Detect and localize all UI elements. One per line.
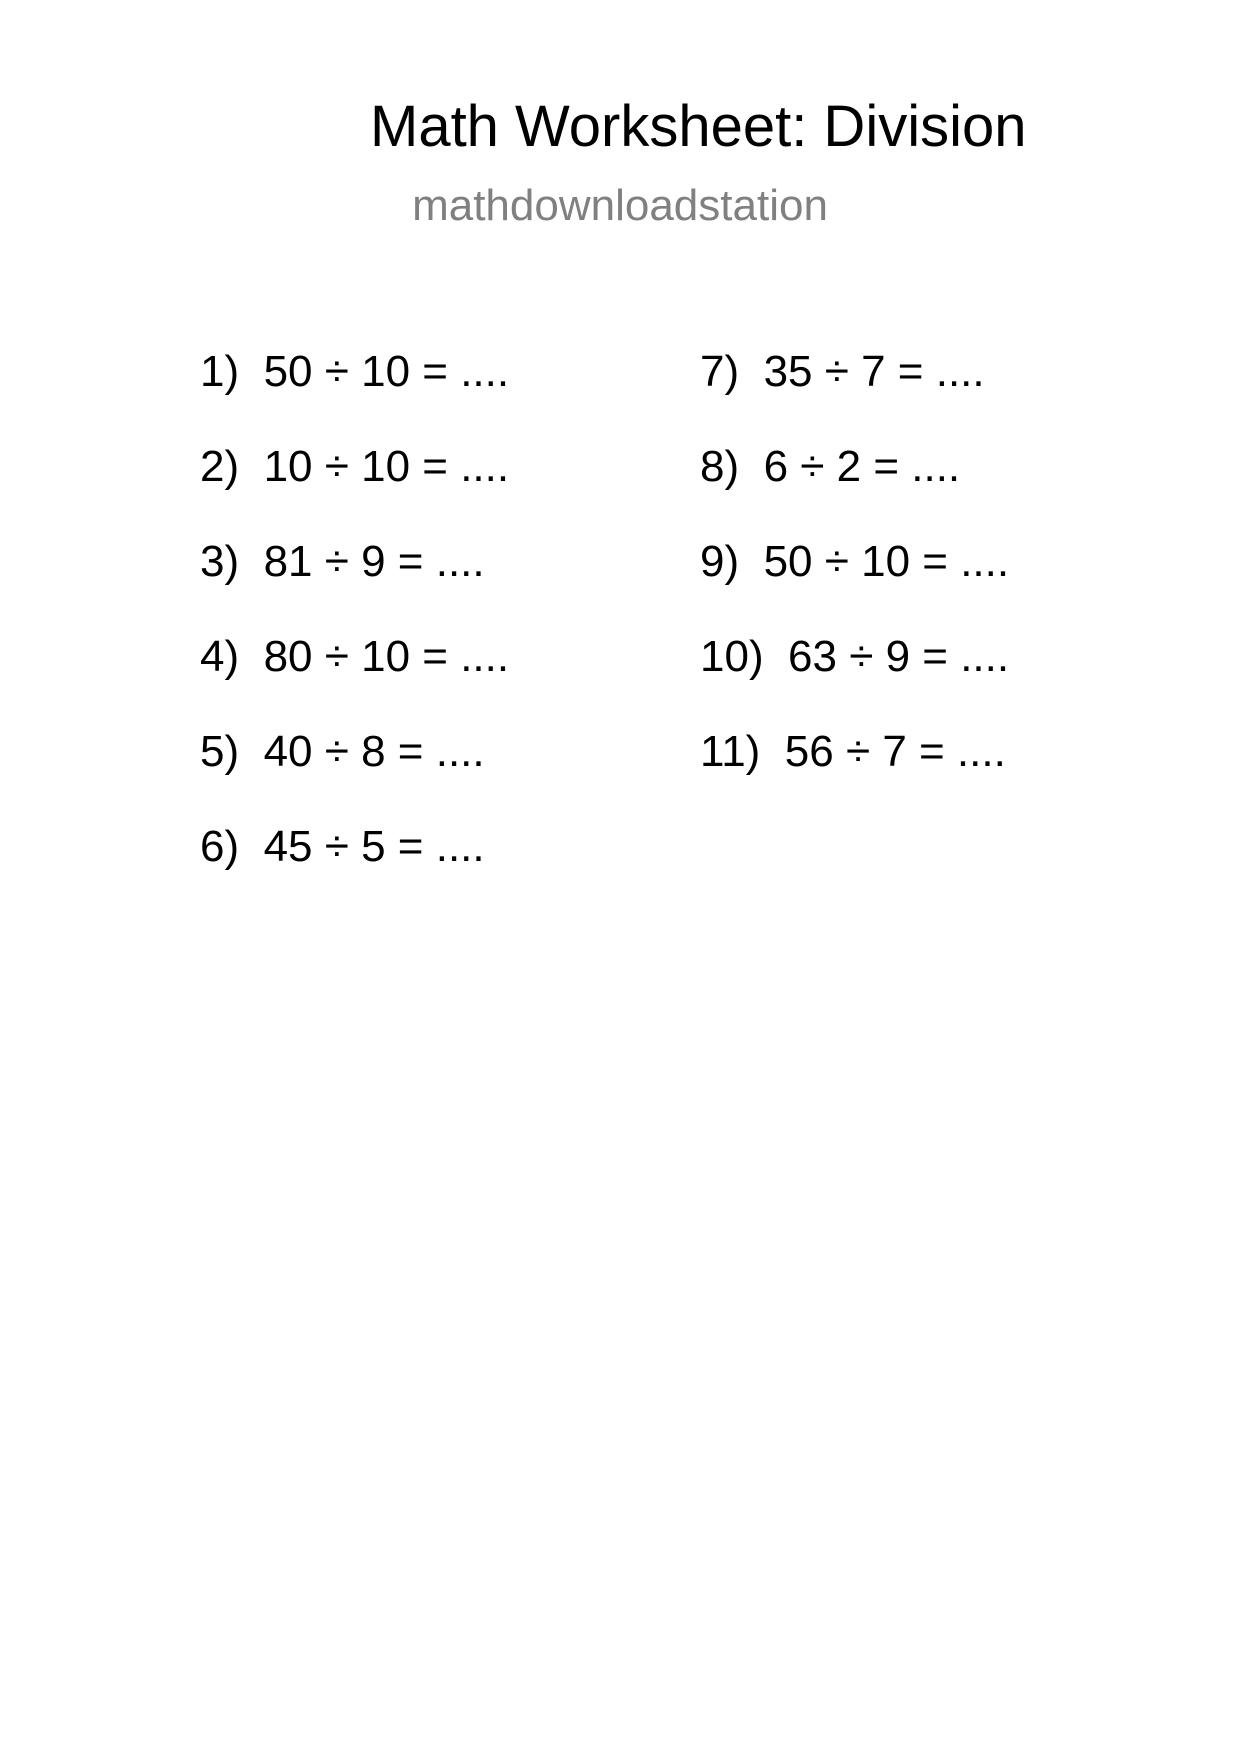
problem-column-right (700, 347, 1200, 825)
problem-2: 2) 10 ÷ 10 = .... (200, 442, 510, 491)
problem-9: 9) 50 ÷ 10 = .... (700, 537, 1010, 586)
problem-5: 5) 40 ÷ 8 = .... (200, 727, 485, 776)
problem-6: 6) 45 ÷ 5 = .... (200, 822, 485, 871)
problem-11: 11) 56 ÷ 7 = .... (700, 727, 1006, 776)
problem-10: 10) 63 ÷ 9 = .... (700, 632, 1010, 681)
problem-7: 7) 35 ÷ 7 = .... (700, 347, 985, 396)
problem-4: 4) 80 ÷ 10 = .... (200, 632, 510, 681)
problem-3: 3) 81 ÷ 9 = .... (200, 537, 485, 586)
page-title: Math Worksheet: Division (370, 94, 1027, 159)
problem-column-left (200, 347, 700, 920)
problem-1: 1) 50 ÷ 10 = .... (200, 347, 510, 396)
problem-8: 8) 6 ÷ 2 = .... (700, 442, 961, 491)
page-subtitle: mathdownloadstation (412, 181, 828, 230)
